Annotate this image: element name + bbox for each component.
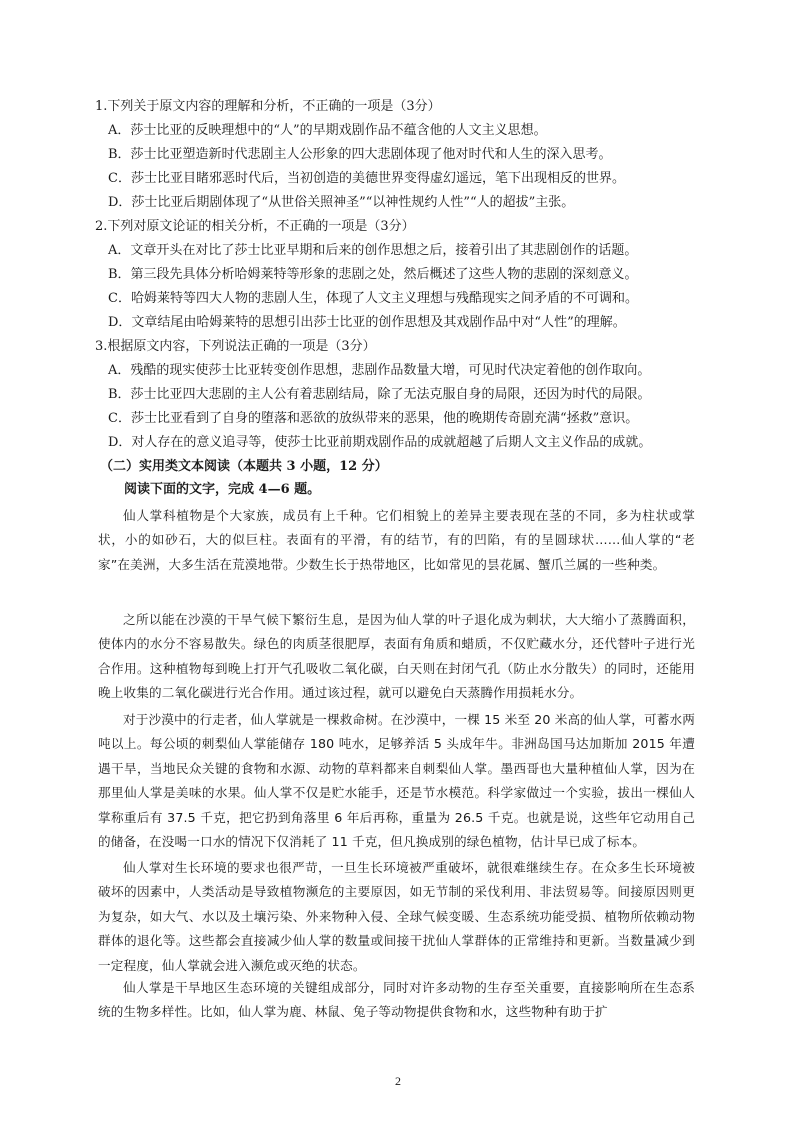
question-1-option-a: A．莎士比亚的反映理想中的“人”的早期戏剧作品不蕴含他的人文主义思想。	[108, 123, 547, 138]
question-2-stem: 2.下列对原文论证的相关分析，不正确的一项是（3分）	[95, 219, 415, 234]
question-1-option-c: C．莎士比亚目睹邪恶时代后，当初创造的美德世界变得虚幻遥远，笔下出现相反的世界。	[108, 171, 625, 186]
passage-paragraph-4: 仙人掌对生长环境的要求也很严苛，一旦生长环境被严重破坏，就很难继续生存。在众多生长环境被破坏的因素中，人类活动是导致植物濒危的主要原因，如无节制的采伐利用、非法贸易等。间接原因则更为复杂，如大气、水以及土壤污染、外来物种入侵、全球气候变暖、生态系统功能受损、植物所依赖动物群体的退化等。这些都会直接减少仙人掌的数量或间接干扰仙人掌群体的正常维持和更新。当数量减少到一定程度，仙人掌就会进入濒危或灭绝的状态。	[98, 860, 695, 973]
question-2-option-b: B．第三段先具体分析哈姆莱特等形象的悲剧之处，然后概述了这些人物的悲剧的深刻意义。	[108, 267, 638, 282]
passage-paragraph-1: 仙人掌科植物是个大家族，成员有上千种。它们相貌上的差异主要表现在茎的不同，多为柱状或掌状，小的如砂石，大的似巨柱。表面有的平滑，有的结节，有的凹陷，有的呈圆球状……仙人掌的“老家”在美洲，大多生活在荒漠地带。少数生长于热带地区，比如常见的昙花属、蟹爪兰属的一些种类。	[98, 508, 695, 572]
question-2-option-d: D．文章结尾由哈姆莱特的思想引出莎士比亚的创作思想及其戏剧作品中对“人性”的理解。	[108, 315, 626, 330]
question-1-option-d: D．莎士比亚后期剧体现了“从世俗关照神圣”“以神性规约人性”“人的超拔”主张。	[108, 195, 575, 210]
page-number: 2	[395, 1074, 401, 1088]
passage-paragraph-3: 对于沙漠中的行走者，仙人掌就是一棵救命树。在沙漠中，一棵 15 米至 20 米高的仙人掌，可蓄水两吨以上。每公顷的刺梨仙人掌能储存 180 吨水，足够养活 5 头成年牛。非洲岛国马达加斯加 2015 年遭遇干旱，当地民众关键的食物和水源、动物的草料都来自刺梨仙人掌。墨西哥也大量种植仙人掌，因为在那里仙人掌是美味的水果。仙人掌不仅是贮水能手，还是节水模范。科学家做过一个实验，拔出一棵仙人掌称重后有 37.5 千克，把它扔到角落里 6 年后再称，重量为 26.5 千克。也就是说，这些年它动用自己的储备，在没喝一口水的情况下仅消耗了 11 千克，但凡换成别的绿色植物，估计早已成了标本。	[98, 712, 695, 850]
question-1-option-b: B．莎士比亚塑造新时代悲剧主人公形象的四大悲剧体现了他对时代和人生的深入思考。	[108, 147, 612, 162]
question-3-option-c: C．莎士比亚看到了自身的堕落和恶欲的放纵带来的恶果，他的晚期传奇剧充满“拯救”意识。	[108, 411, 639, 426]
section-title: （二）实用类文本阅读（本题共 3 小题，12 分）	[100, 459, 388, 474]
question-2-option-c: C．哈姆莱特等四大人物的悲剧人生，体现了人文主义理想与残酷现实之间矛盾的不可调和。	[108, 291, 638, 306]
question-1-stem: 1.下列关于原文内容的理解和分析，不正确的一项是（3分）	[95, 99, 441, 114]
question-3-option-b: B．莎士比亚四大悲剧的主人公有着悲剧结局，除了无法克服自身的局限，还因为时代的局限。	[108, 387, 651, 402]
question-2-option-a: A．文章开头在对比了莎士比亚早期和后来的创作思想之后，接着引出了其悲剧创作的话题。	[108, 243, 638, 258]
passage-paragraph-5: 仙人掌是干旱地区生态环境的关键组成部分，同时对许多动物的生存至关重要，直接影响所在生态系统的生物多样性。比如，仙人掌为鹿、林鼠、兔子等动物提供食物和水，这些物种有助于扩	[98, 980, 695, 1020]
passage-paragraph-2: 之所以能在沙漠的干旱气候下繁衍生息，是因为仙人掌的叶子退化成为刺状，大大缩小了蒸腾面积，使体内的水分不容易散失。绿色的肉质茎很肥厚，表面有角质和蜡质，不仅贮藏水分，还代替叶子进行光合作用。这种植物每到晚上打开气孔吸收二氧化碳，白天则在封闭气孔（防止水分散失）的同时，还能用晚上收集的二氧化碳进行光合作用。通过该过程，就可以避免白天蒸腾作用损耗水分。	[98, 612, 695, 701]
question-3-stem: 3.根据原文内容，下列说法正确的一项是（3分）	[95, 339, 376, 354]
question-3-option-a: A．残酷的现实使莎士比亚转变创作思想，悲剧作品数量大增，可见时代决定着他的创作取向。	[108, 363, 651, 378]
question-3-option-d: D．对人存在的意义追寻等，使莎士比亚前期戏剧作品的成就超越了后期人文主义作品的成就。	[108, 435, 652, 450]
section-instruction: 阅读下面的文字，完成 4—6 题。	[124, 482, 321, 497]
